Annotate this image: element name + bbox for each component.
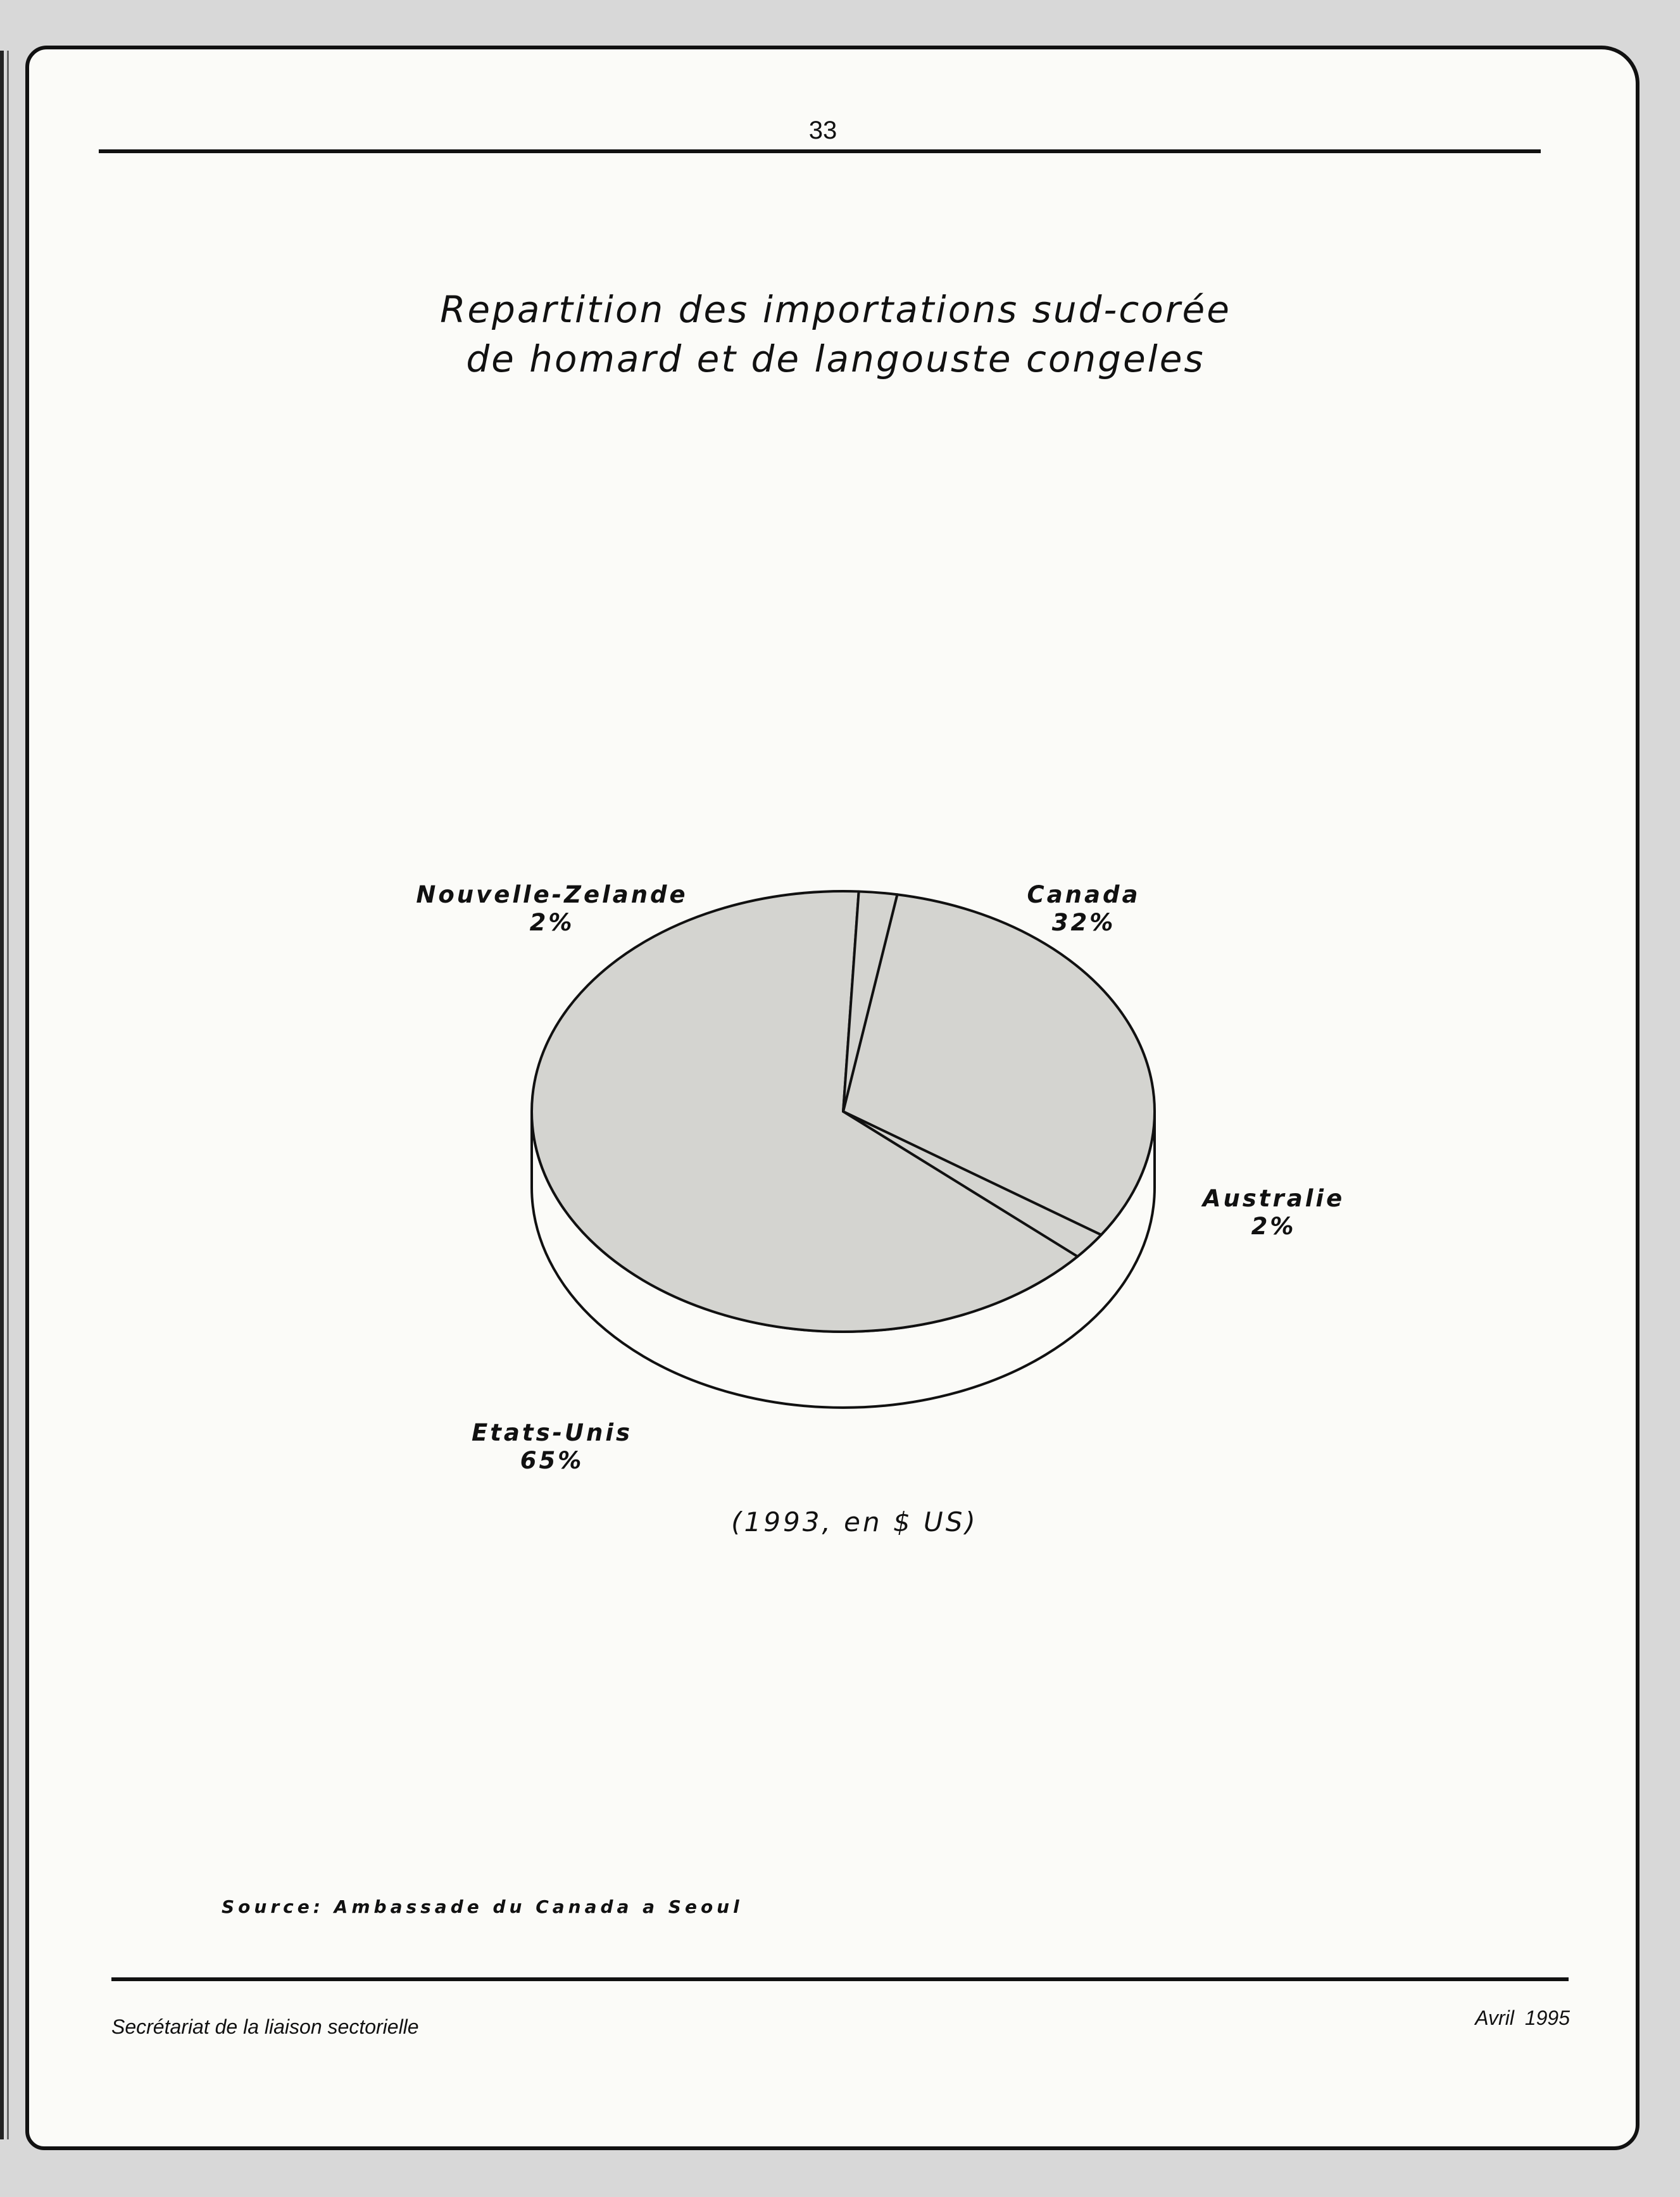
footer-date: Avril 1995 [1475, 2006, 1570, 2029]
footer-rule [111, 1977, 1569, 1981]
slice-label-etats-unis: Etats-Unis [471, 1419, 633, 1446]
chart-title-line-1: Repartition des importations sud-corée [440, 288, 1231, 331]
slice-label-nouvelle-zelande: Nouvelle-Zelande [416, 881, 688, 908]
page-number: 33 [808, 116, 837, 144]
slice-label-australie: Australie [1202, 1185, 1345, 1212]
pie-top-face [529, 891, 1155, 1332]
footer-organization: Secrétariat de la liaison sectorielle [111, 2015, 419, 2038]
slice-value-australie: 2% [1251, 1213, 1296, 1240]
slice-label-canada: Canada [1027, 881, 1141, 908]
slice-value-canada: 32% [1051, 909, 1116, 936]
chart-footnote: (1993, en $ US) [731, 1506, 978, 1537]
source-note: Source: Ambassade du Canada a Seoul [222, 1896, 743, 1917]
slice-value-nouvelle-zelande: 2% [529, 909, 575, 936]
chart-title-line-2: de homard et de langouste congeles [466, 337, 1205, 380]
slice-value-etats-unis: 65% [520, 1447, 584, 1474]
